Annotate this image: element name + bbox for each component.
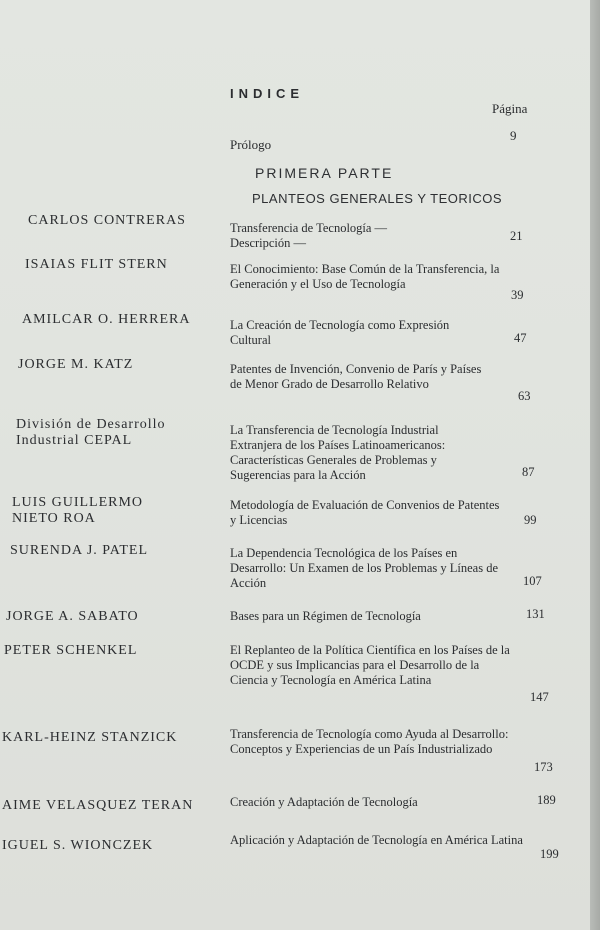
entry-author: División de Desarrollo Industrial CEPAL — [16, 417, 166, 448]
entry-page: 131 — [526, 607, 545, 621]
index-title: INDICE — [230, 86, 305, 101]
entry-title: Creación y Adaptación de Tecnología — [230, 795, 418, 809]
entry-title: Transferencia de Tecnología como Ayuda al Desarrollo: Conceptos y Experiencias de un País Industrializado — [230, 727, 509, 756]
prologue-label: Prólogo — [230, 137, 272, 152]
entry-page: 99 — [524, 513, 537, 527]
entry-author: JORGE A. SABATO — [6, 609, 139, 624]
entry-title: Aplicación y Adaptación de Tecnología en América Latina — [230, 833, 523, 847]
entry-title: Metodología de Evaluación de Convenios de Patentes y Licencias — [230, 498, 500, 527]
entry-author: JORGE M. KATZ — [18, 357, 134, 372]
part-heading: PRIMERA PARTE — [255, 165, 394, 181]
entry-author: LUIS GUILLERMO NIETO ROA — [12, 495, 144, 526]
entry-author: KARL-HEINZ STANZICK — [2, 730, 178, 745]
entry-author: AMILCAR O. HERRERA — [22, 312, 191, 327]
entry-author: CARLOS CONTRERAS — [28, 213, 186, 228]
page-column-header: Página — [492, 101, 528, 116]
entry-author: PETER SCHENKEL — [4, 643, 138, 658]
entry-title: Bases para un Régimen de Tecnología — [230, 609, 421, 623]
entry-title: El Replanteo de la Política Científica en los Países de la OCDE y sus Implicancias para el Desarrollo de la Ciencia y Tecnología en América Latina — [230, 643, 510, 687]
section-heading: PLANTEOS GENERALES Y TEORICOS — [252, 191, 503, 206]
entry-title: Patentes de Invención, Convenio de París y Países de Menor Grado de Desarrollo Relativo — [230, 362, 482, 391]
entry-page: 87 — [522, 465, 535, 479]
entry-page: 189 — [537, 793, 556, 807]
entry-title: La Transferencia de Tecnología Industrial Extranjera de los Países Latinoamericanos: Características Generales de Problemas y Sugerencias para la Acción — [230, 423, 446, 482]
entry-page: 107 — [523, 574, 542, 588]
entry-title: Transferencia de Tecnología — Descripción — — [230, 221, 388, 250]
entry-author: SURENDA J. PATEL — [10, 543, 149, 558]
prologue-page: 9 — [510, 128, 517, 143]
entry-page: 21 — [510, 229, 523, 243]
entry-author: AIME VELASQUEZ TERAN — [2, 798, 194, 813]
entry-title: La Creación de Tecnología como Expresión Cultural — [230, 318, 450, 347]
entry-page: 39 — [511, 288, 524, 302]
entry-title: El Conocimiento: Base Común de la Transferencia, la Generación y el Uso de Tecnología — [230, 262, 500, 291]
entry-author: ISAIAS FLIT STERN — [25, 257, 168, 272]
entry-page: 147 — [530, 690, 549, 704]
page-edge-shadow — [590, 0, 600, 930]
entry-page: 173 — [534, 760, 553, 774]
entry-author: IGUEL S. WIONCZEK — [2, 838, 154, 853]
entry-page: 47 — [514, 331, 527, 345]
entry-page: 63 — [518, 389, 531, 403]
entry-page: 199 — [540, 847, 559, 861]
entry-title: La Dependencia Tecnológica de los Países en Desarrollo: Un Examen de los Problemas y Líneas de Acción — [230, 546, 498, 590]
